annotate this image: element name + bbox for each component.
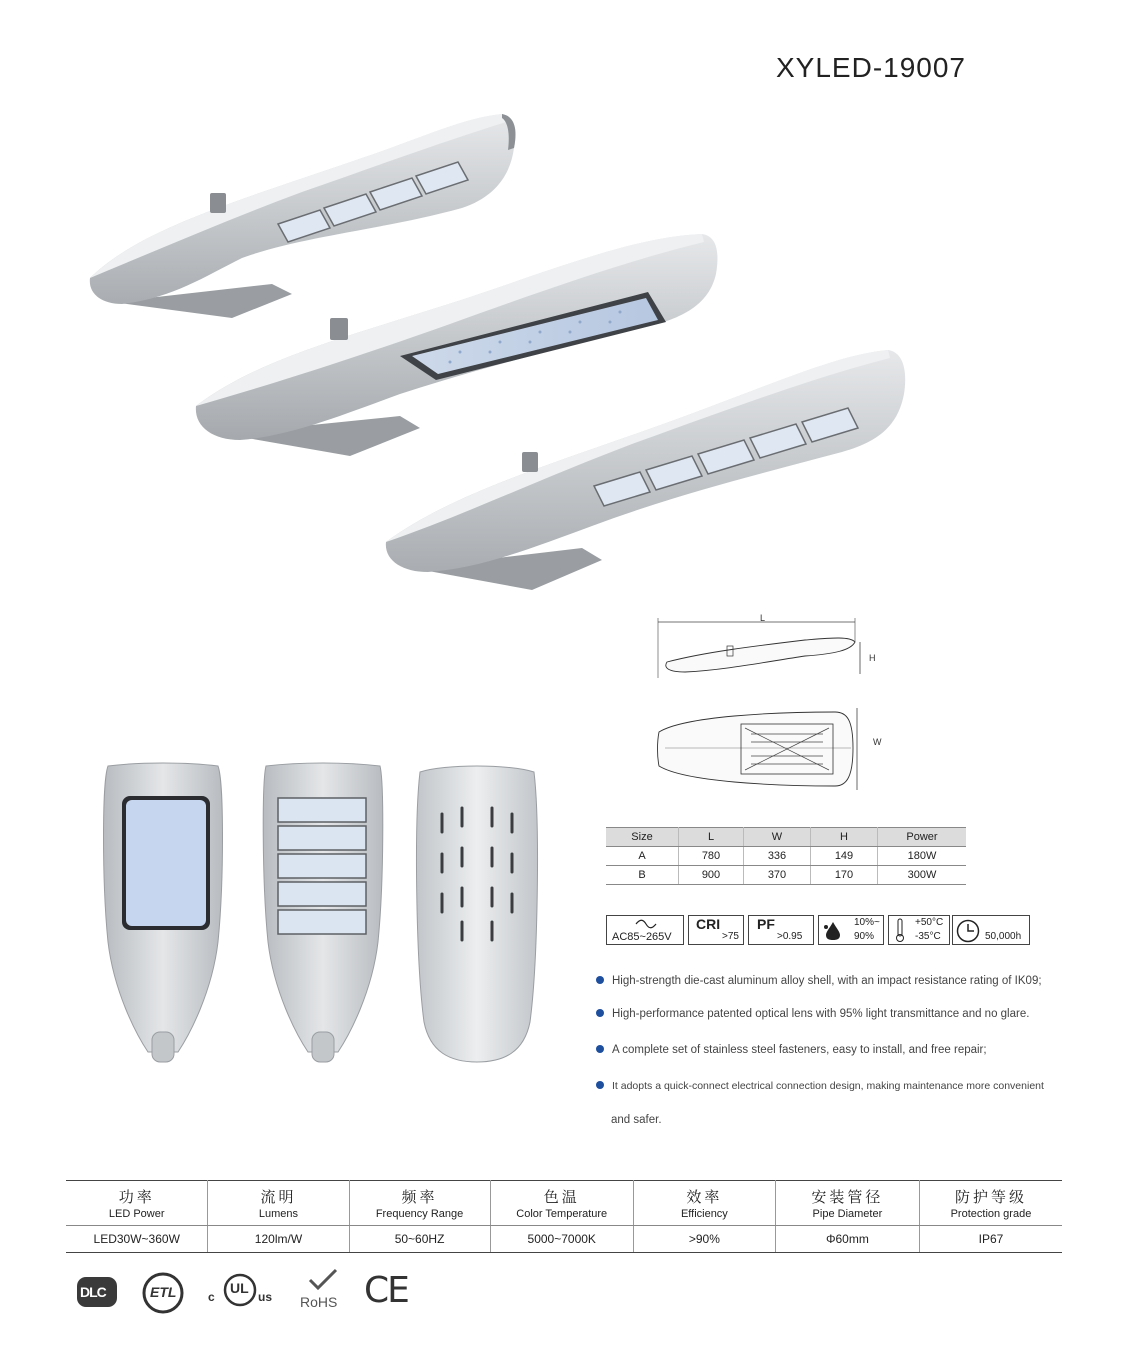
size-cell: B [606,866,679,885]
lifetime-value: 50,000h [985,931,1022,942]
cri-value: >75 [722,931,739,942]
ul-us-text: us [258,1290,273,1304]
feature-text: A complete set of stainless steel fasteners, easy to install, and free repair; [612,1044,987,1056]
feature-text: High-strength die-cast aluminum alloy shell, with an impact resistance rating of IK09; [612,975,1042,987]
size-header-power: Power [878,828,967,847]
feature-item [596,1044,987,1056]
thermometer-icon [895,918,905,943]
etl-text: ETL [150,1284,177,1300]
size-table [606,827,966,885]
param-value: LED30W~360W [66,1226,208,1253]
rohs-logo [298,1268,346,1312]
bottom-view-full-lens [100,762,226,1066]
bullet-icon [596,976,604,984]
pf-label: PF [757,916,775,932]
param-header: 功率 LED Power [66,1181,208,1226]
param-value: 120lm/W [208,1226,349,1253]
feature-continuation: and safer. [611,1114,662,1126]
voltage-value: AC85~265V [612,931,672,943]
pf-value: >0.95 [777,931,803,942]
top-view-housing [414,762,540,1066]
size-header-l: L [679,828,744,847]
rohs-text: RoHS [300,1294,338,1310]
param-value: >90% [633,1226,775,1253]
feature-text: High-performance patented optical lens with 95% light transmittance and no glare. [612,1008,1030,1020]
size-row [606,847,966,866]
bottom-view-modules [260,762,386,1066]
param-header: 安装管径 Pipe Diameter [775,1181,919,1226]
size-header-size: Size [606,828,679,847]
param-header: 色温 Color Temperature [490,1181,633,1226]
bullet-icon [596,1045,604,1053]
checkmark-icon [298,1268,346,1292]
bullet-icon [596,1081,604,1089]
size-cell: 780 [679,847,744,866]
ul-logo [206,1268,276,1316]
size-cell: 170 [811,866,878,885]
feature-item [596,975,1042,987]
size-cell: 300W [878,866,967,885]
size-cell: A [606,847,679,866]
size-header-h: H [811,828,878,847]
lamp-render-modules-5 [382,346,910,592]
size-cell: 149 [811,847,878,866]
top-dimension-drawing [655,704,865,794]
dlc-logo [76,1275,118,1309]
feature-item [596,1008,1029,1020]
param-value: 50~60HZ [349,1226,490,1253]
ul-text: UL [230,1280,249,1296]
param-header: 流明 Lumens [208,1181,349,1226]
bullet-icon [596,1009,604,1017]
etl-logo [140,1270,186,1316]
humidity-top: 10%~ [854,917,880,928]
water-drop-icon [823,921,843,941]
size-row [606,866,966,885]
size-cell: 180W [878,847,967,866]
size-cell: 336 [744,847,811,866]
clock-icon [956,919,980,943]
size-header-w: W [744,828,811,847]
feature-text: It adopts a quick-connect electrical connection design, making maintenance more convenient [612,1080,1044,1092]
feature-item [596,1080,1044,1092]
param-header: 效率 Efficiency [633,1181,775,1226]
dim-length-label: L [760,613,766,623]
size-cell: 370 [744,866,811,885]
humidity-spec [818,915,884,945]
voltage-spec [606,915,684,945]
lifetime-spec [952,915,1030,945]
ac-wave-icon [635,919,657,929]
side-dimension-drawing [655,612,885,684]
cri-label: CRI [696,916,721,932]
param-values-row [66,1226,1062,1253]
param-header: 防护等级 Protection grade [919,1181,1062,1226]
pf-spec [748,915,814,945]
dim-height-label: H [869,653,876,663]
ul-c-text: c [208,1290,215,1304]
ce-logo: CE [364,1270,408,1311]
param-value: IP67 [919,1226,1062,1253]
dim-width-label: W [873,737,882,747]
cri-spec [688,915,744,945]
param-header: 频率 Frequency Range [349,1181,490,1226]
temperature-spec [888,915,950,945]
temp-top: +50°C [915,917,944,928]
size-cell: 900 [679,866,744,885]
dlc-text: DLC [80,1284,106,1300]
parameters-table [66,1180,1062,1253]
temp-bottom: -35°C [915,931,941,942]
humidity-bottom: 90% [854,931,875,942]
param-value: Φ60mm [775,1226,919,1253]
model-title: XYLED-19007 [776,52,967,83]
param-value: 5000~7000K [490,1226,633,1253]
